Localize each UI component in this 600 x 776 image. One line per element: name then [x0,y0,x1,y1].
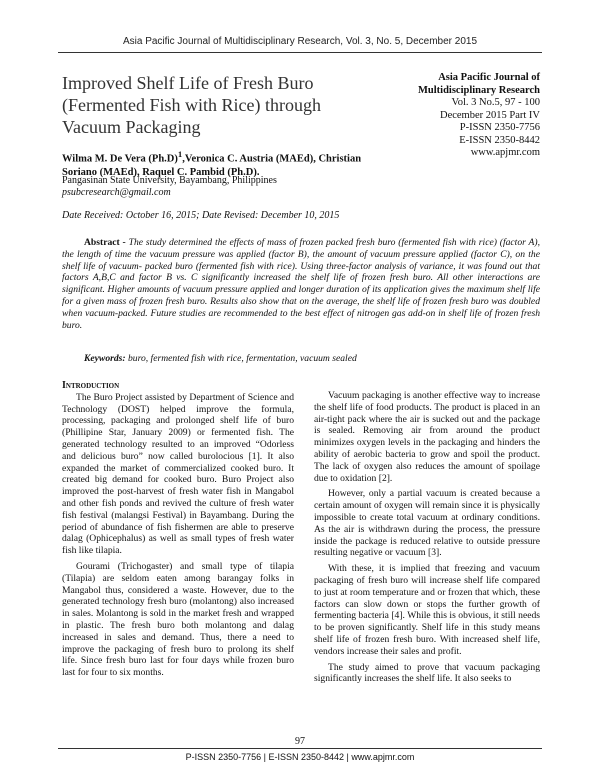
running-header: Asia Pacific Journal of Multidisciplinary Research, Vol. 3, No. 5, December 2015 [122,36,478,47]
right-column [314,390,540,689]
paper-title: Improved Shelf Life of Fresh Buro (Fermented Fish with Rice) through Vacuum Packaging [62,73,321,137]
abstract-label: Abstract - [84,237,126,248]
author-rest: ,Veronica C. Austria (MAEd), Christian Soriano (MAEd), Raquel C. Pambid (Ph.D). [62,153,362,178]
journal-name: Asia Pacific Journal of Multidisciplinary Research [417,72,540,96]
author-superscript: 1 [177,149,183,159]
left-paragraph: Gourami (Trichogaster) and small type of tilapia (Tilapia) are seldom eaten among barangay folks in Mangabol thus, considered a waste. However, due to the generated technology fresh buro (molantong) also increased in sales. Molantong is sold in the market fresh and wrapped in plastic. The fresh buro both molantong and dalag increased in sales and demand. Thus, there a need to improve the packaging of fresh buro to prolong its shelf life. Since fresh buro last for four days while frozen buro last for four to six months. [62,560,294,679]
affiliation: Pangasinan State University, Bayambang, Philippines [62,175,277,186]
affiliation-block [62,175,392,199]
journal-pissn: P-ISSN 2350-7756 [459,122,540,133]
contact-email[interactable]: psubcresearch@gmail.com [62,187,171,198]
keywords-text: buro, fermented fish with rice, fermentation, vacuum sealed [127,353,357,364]
header-rule [58,52,542,53]
journal-website[interactable]: www.apjmr.com [470,147,540,158]
date-received-revised: Date Received: October 16, 2015; Date Revised: December 10, 2015 [62,210,340,221]
keywords-label: Keywords: [84,353,126,364]
right-paragraph: However, only a partial vacuum is created because a certain amount of oxygen will remain since it is physically impossible to create total vacuum at ordinary conditions. As the air is withdrawn during the process, the pressure inside the package is reduced relative to outside pressure resulting negative or vacuum [3]. [314,488,540,559]
journal-eissn: E-ISSN 2350-8442 [459,134,540,146]
introduction-heading: Introduction [62,380,120,391]
author-first: Wilma M. De Vera (Ph.D) [62,153,178,165]
right-paragraph: The study aimed to prove that vacuum packaging significantly increases the shelf life. It also seeks to [314,661,540,685]
page-number: 97 [295,736,305,747]
right-paragraph: With these, it is implied that freezing and vacuum packaging of fresh buro will increase shelf life compared to just at room temperature and or frozen that which, these factors can slow down or stops the further growth of fermenting bacteria [4]. While this is obvious, it still needs to be proven significantly. Shelf life in this study means shelf life of frozen fresh buro. With increased shelf life, vendors increase their sales and profit. [314,563,540,657]
keywords [62,353,540,364]
journal-issue: December 2015 Part IV [439,109,540,121]
page-footer: P-ISSN 2350-7756 | E-ISSN 2350-8442 | www.apjmr.com [185,752,415,762]
right-paragraph: Vacuum packaging is another effective way to increase the shelf life of food products. The product is placed in an air-tight pack where the air is sucked out and the package is sealed. Removing air from around the product minimizes oxygen levels in the packaging and hinders the ability of aerobic bacteria to grow and spoil the product. The lack of oxygen also reduces the amount of spoilage due to oxidation [2]. [314,390,540,484]
left-paragraph: The Buro Project assisted by Department of Science and Technology (DOST) helped improve the formula, processing, packaging and prolonged shelf life of buro (Phillipine Star, January 2009) or fermented fish. The generated technology resulted to an improved “Odorless and delicious buro” now called burolocious [1]. It also expanded the market of commercialized cooked buro. It created big demand for cooked buro. Buro Project also improved the post-harvest of fresh water fish in Mangabol and other fish ponds and revived the culture of fresh water fish festival (malangsi Festival) in Bayambang. During the period of abundance of fish fishermen are able to preserve dalag (Ophicephalus) as well as small types of fresh water fish like tilapia. [62,391,294,557]
journal-volume: Vol. 3 No.5, 97 - 100 [451,97,540,108]
abstract [62,237,540,331]
author-list [62,148,382,179]
left-column [62,380,294,683]
journal-info-box [370,72,540,160]
abstract-text: The study determined the effects of mass of frozen packed fresh buro (fermented fish with rice) (factor A), the length of time the vacuum pressure was applied (factor B), the amount of vacuum pressure applied (factor C), on the shelf life of vacuum- packed buro (fermented fish with rice). Using three-factor analysis of variance, it was found out that factors A,B,C and factor B vs. C significantly increased the shelf life of frozen fresh buro. All other interactions are significant. Higher amounts of vacuum pressure applied and longer duration of its application gives the maximum shelf life for a given mass of frozen fresh buro. Results also show that on the average, the shelf life of frozen fresh buro was doubled when vacuum-packed. Future studies are recommended to the best effect of nitrogen gas add-on in shelf life of frozen fresh buro. [62,237,540,331]
footer-rule [58,748,542,749]
